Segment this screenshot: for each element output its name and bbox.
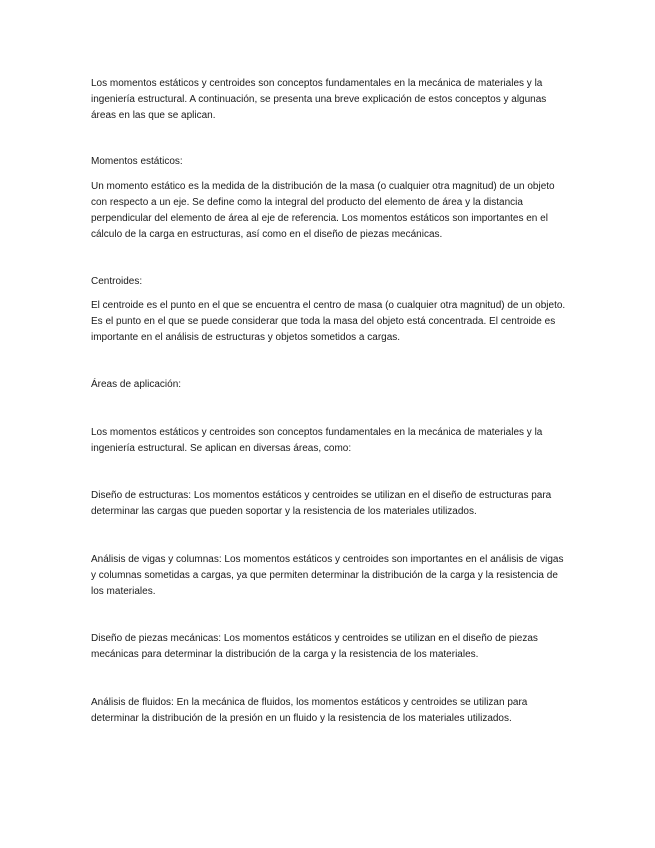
- paragraph-momentos: Un momento estático es la medida de la distribución de la masa (o cualquier otra magnitud) de un objeto con respecto a un eje. Se define como la integral del producto del elemento de área y la distancia perpendicular del elemento de área al eje de referencia. Los momentos estáticos son importantes en el cálculo de la carga en estructuras, así como en el diseño de piezas mecánicas.: [91, 181, 555, 240]
- paragraph-diseno-estructuras: Diseño de estructuras: Los momentos estáticos y centroides se utilizan en el diseño de estructuras para determinar las cargas que pueden soportar y la resistencia de los materiales utilizados.: [91, 490, 552, 517]
- section-heading-momentos: Momentos estáticos:: [91, 156, 183, 167]
- paragraph-centroides: El centroide es el punto en el que se encuentra el centro de masa (o cualquier otra magnitud) de un objeto. Es el punto en el que se puede considerar que toda la masa del objeto está concentrada. El centroide es importante en el análisis de estructuras y objetos sometidos a cargas.: [91, 300, 566, 343]
- paragraph-vigas-columnas: Análisis de vigas y columnas: Los momentos estáticos y centroides son importantes en el análisis de vigas y columnas sometidas a cargas, ya que permiten determinar la distribución de la carga y la resistencia de los materiales.: [91, 554, 564, 597]
- paragraph-fluidos: Análisis de fluidos: En la mecánica de fluidos, los momentos estáticos y centroides se utilizan para determinar la distribución de la presión en un fluido y la resistencia de los materiales utilizados.: [91, 697, 528, 724]
- section-heading-areas: Áreas de aplicación:: [91, 379, 182, 390]
- section-heading-centroides: Centroides:: [91, 276, 143, 287]
- paragraph-areas-intro: Los momentos estáticos y centroides son conceptos fundamentales en la mecánica de materiales y la ingeniería estructural. Se aplican en diversas áreas, como:: [91, 427, 543, 454]
- intro-paragraph: Los momentos estáticos y centroides son conceptos fundamentales en la mecánica de materiales y la ingeniería estructural. A continuación, se presenta una breve explicación de estos conceptos y algunas áreas en las que se aplican.: [91, 78, 547, 121]
- paragraph-piezas-mecanicas: Diseño de piezas mecánicas: Los momentos estáticos y centroides se utilizan en el diseño de piezas mecánicas para determinar la distribución de la carga y la resistencia de los materiales.: [91, 633, 538, 660]
